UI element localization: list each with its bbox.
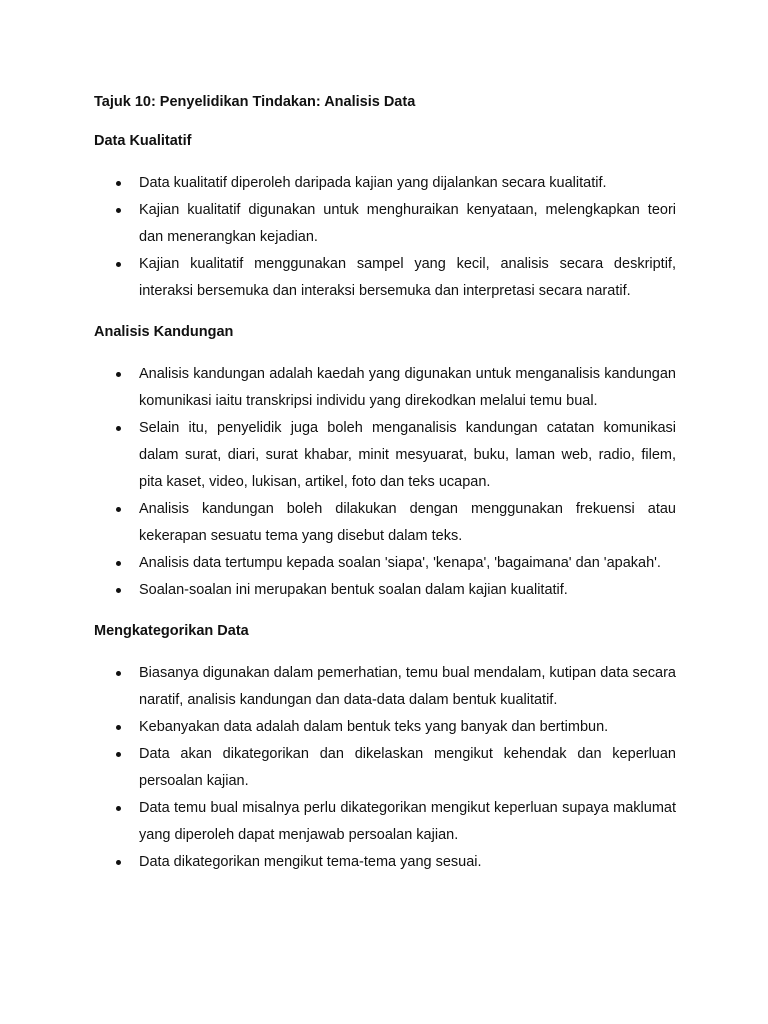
bullet-icon xyxy=(116,507,121,512)
bullet-icon xyxy=(116,671,121,676)
list-item-text: Kebanyakan data adalah dalam bentuk teks yang banyak dan bertimbun. xyxy=(139,719,609,735)
list-item-text: Data akan dikategorikan dan dikelaskan mengikut kehendak dan keperluan persoalan kajian. xyxy=(139,746,676,789)
list-item-text: Analisis kandungan adalah kaedah yang digunakan untuk menganalisis kandungan komunikasi iaitu transkripsi individu yang direkodkan melalui temu bual. xyxy=(139,366,676,409)
list-item xyxy=(94,714,676,741)
list-item-text: Data dikategorikan mengikut tema-tema yang sesuai. xyxy=(139,854,482,870)
bullet-icon xyxy=(116,806,121,811)
list-item-text: Kajian kualitatif digunakan untuk menghuraikan kenyataan, melengkapkan teori dan menerangkan kejadian. xyxy=(139,202,676,245)
list-item-text: Analisis data tertumpu kepada soalan 'siapa', 'kenapa', 'bagaimana' dan 'apakah'. xyxy=(139,555,661,571)
bullet-icon xyxy=(116,588,121,593)
list-item xyxy=(94,795,676,849)
list-item xyxy=(94,415,676,496)
list-item-text: Analisis kandungan boleh dilakukan dengan menggunakan frekuensi atau kekerapan sesuatu tema yang disebut dalam teks. xyxy=(139,501,676,544)
list-item xyxy=(94,660,676,714)
bullet-list-mengkategorikan-data xyxy=(94,660,676,876)
bullet-icon xyxy=(116,860,121,865)
list-item xyxy=(94,361,676,415)
list-item-text: Data kualitatif diperoleh daripada kajian yang dijalankan secara kualitatif. xyxy=(139,175,607,191)
list-item-text: Selain itu, penyelidik juga boleh menganalisis kandungan catatan komunikasi dalam surat, diari, surat khabar, minit mesyuarat, buku, laman web, radio, filem, pita kaset, video, lukisan, artikel, foto dan teks ucapan. xyxy=(139,420,676,490)
list-item xyxy=(94,197,676,251)
bullet-icon xyxy=(116,181,121,186)
list-item xyxy=(94,170,676,197)
list-item-text: Biasanya digunakan dalam pemerhatian, temu bual mendalam, kutipan data secara naratif, analisis kandungan dan data-data dalam bentuk kualitatif. xyxy=(139,665,676,708)
document-page xyxy=(94,92,676,893)
bullet-icon xyxy=(116,372,121,377)
list-item xyxy=(94,741,676,795)
list-item xyxy=(94,577,676,604)
bullet-icon xyxy=(116,561,121,566)
bullet-icon xyxy=(116,752,121,757)
bullet-list-data-kualitatif xyxy=(94,170,676,305)
list-item xyxy=(94,849,676,876)
list-item xyxy=(94,550,676,577)
list-item-text: Soalan-soalan ini merupakan bentuk soalan dalam kajian kualitatif. xyxy=(139,582,568,598)
list-item-text: Kajian kualitatif menggunakan sampel yang kecil, analisis secara deskriptif, interaksi bersemuka dan interaksi bersemuka dan interpretasi secara naratif. xyxy=(139,256,676,299)
list-item-text: Data temu bual misalnya perlu dikategorikan mengikut keperluan supaya maklumat yang diperoleh dapat menjawab persoalan kajian. xyxy=(139,800,676,843)
document-title: Tajuk 10: Penyelidikan Tindakan: Analisis Data xyxy=(94,94,416,110)
section-heading-analisis-kandungan: Analisis Kandungan xyxy=(94,324,234,340)
bullet-icon xyxy=(116,262,121,267)
bullet-icon xyxy=(116,426,121,431)
list-item xyxy=(94,251,676,305)
section-heading-data-kualitatif: Data Kualitatif xyxy=(94,133,192,149)
bullet-icon xyxy=(116,725,121,730)
list-item xyxy=(94,496,676,550)
section-heading-mengkategorikan-data: Mengkategorikan Data xyxy=(94,623,249,639)
bullet-icon xyxy=(116,208,121,213)
bullet-list-analisis-kandungan xyxy=(94,361,676,604)
